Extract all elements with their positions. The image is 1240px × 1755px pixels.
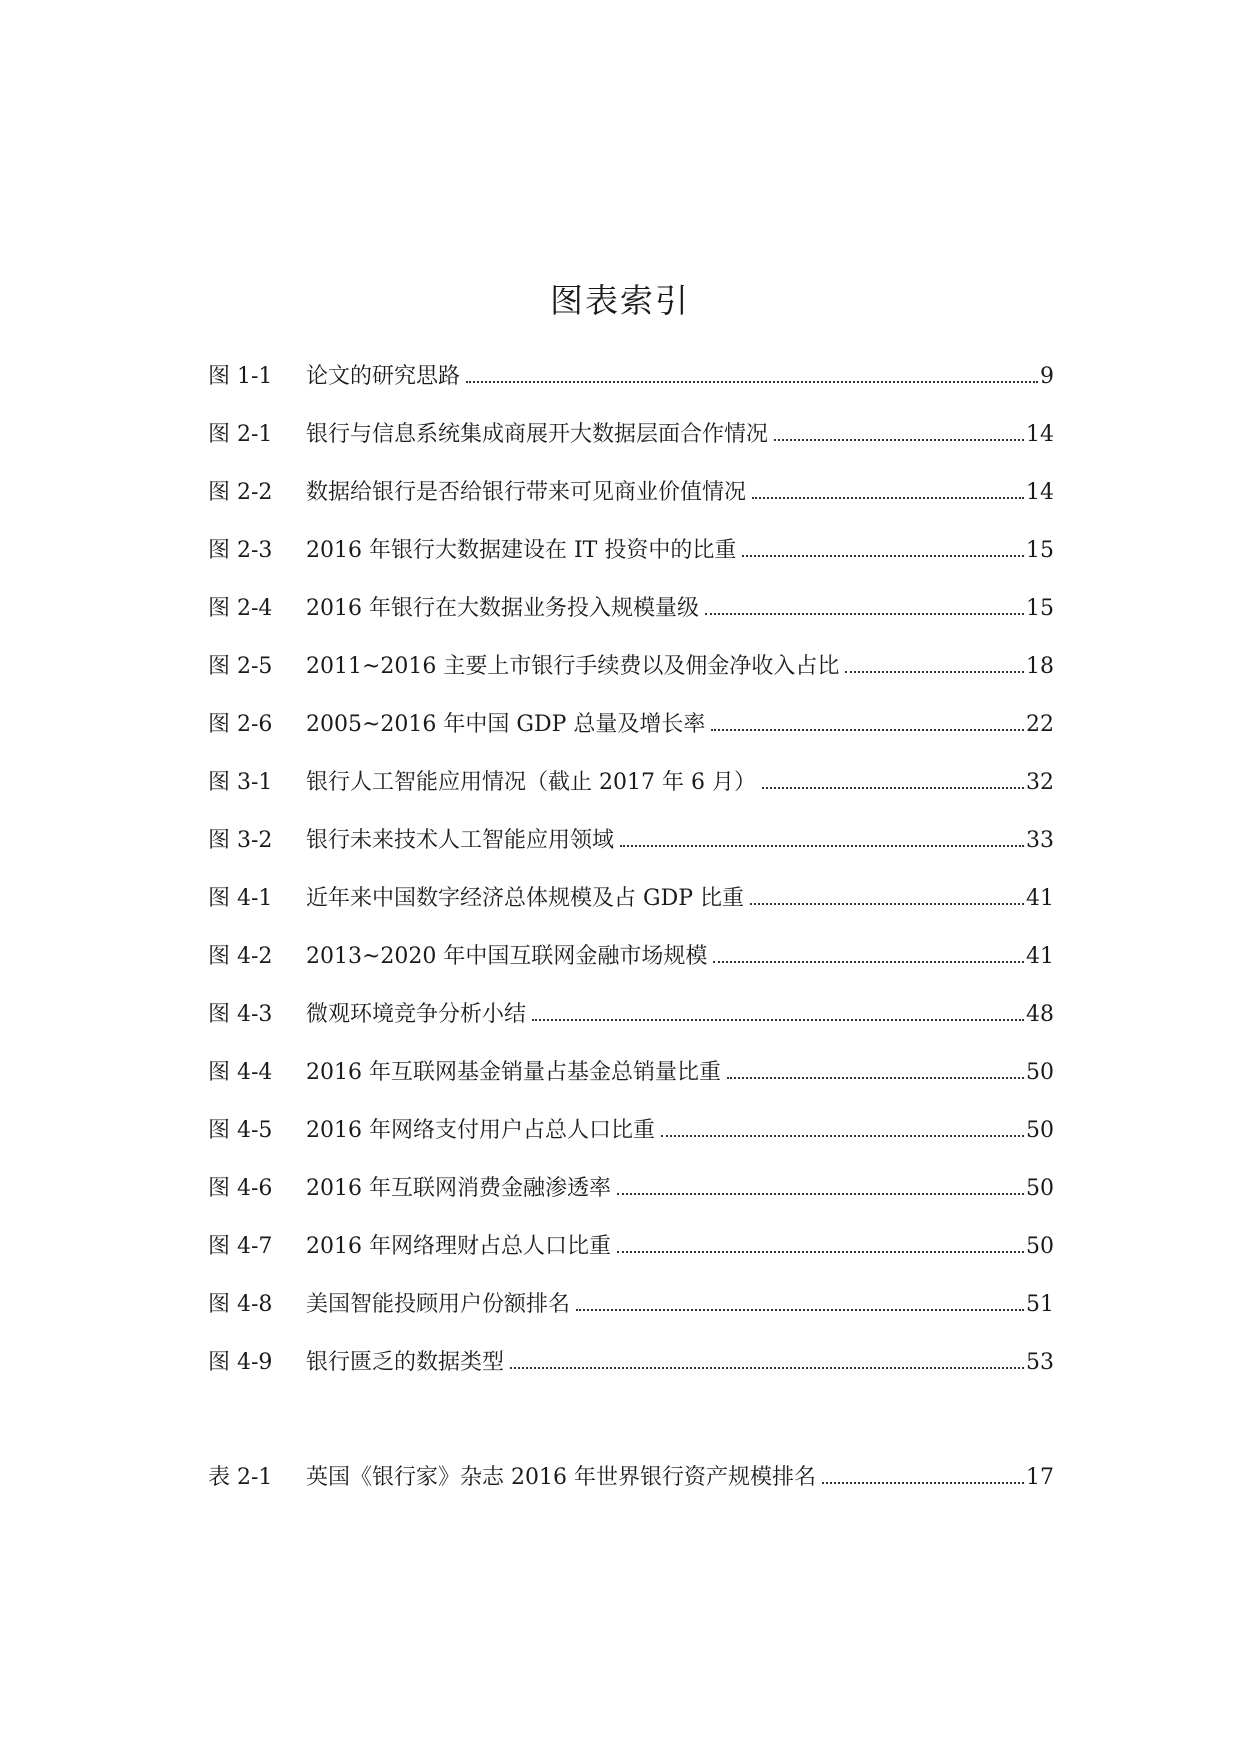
dot-leader bbox=[727, 1077, 1024, 1079]
figure-index-entry[interactable] bbox=[208, 928, 1054, 986]
dot-leader bbox=[466, 381, 1038, 383]
figure-index-entry[interactable] bbox=[208, 638, 1054, 696]
figure-index-entry[interactable] bbox=[208, 1334, 1054, 1392]
dot-leader bbox=[705, 613, 1024, 615]
dot-leader bbox=[762, 787, 1024, 789]
entry-caption: 2016 年网络理财占总人口比重 bbox=[306, 1234, 611, 1259]
dot-leader bbox=[532, 1019, 1024, 1021]
entry-label: 图 4-6 bbox=[208, 1176, 273, 1201]
figure-index-entry[interactable] bbox=[208, 1044, 1054, 1102]
entry-caption: 银行与信息系统集成商展开大数据层面合作情况 bbox=[306, 422, 769, 447]
dot-leader bbox=[752, 497, 1024, 499]
entry-caption: 2011~2016 主要上市银行手续费以及佣金净收入占比 bbox=[306, 654, 840, 679]
entry-page-number: 48 bbox=[1026, 1002, 1054, 1027]
entry-page-number: 50 bbox=[1026, 1234, 1054, 1259]
figure-index-entry[interactable] bbox=[208, 1276, 1054, 1334]
entry-caption: 数据给银行是否给银行带来可见商业价值情况 bbox=[306, 480, 747, 505]
figure-index-entry[interactable] bbox=[208, 1218, 1054, 1276]
entry-label: 图 2-4 bbox=[208, 596, 273, 621]
entry-page-number: 15 bbox=[1026, 538, 1054, 563]
entry-page-number: 15 bbox=[1026, 596, 1054, 621]
entry-caption: 银行人工智能应用情况（截止 2017 年 6 月） bbox=[306, 770, 756, 795]
entry-caption: 2016 年网络支付用户占总人口比重 bbox=[306, 1118, 655, 1143]
entry-label: 图 4-3 bbox=[208, 1002, 273, 1027]
figure-index-list bbox=[208, 348, 1054, 1392]
dot-leader bbox=[713, 961, 1024, 963]
entry-label: 图 2-1 bbox=[208, 422, 273, 447]
figure-index-entry[interactable] bbox=[208, 696, 1054, 754]
figure-index-entry[interactable] bbox=[208, 1160, 1054, 1218]
dot-leader bbox=[661, 1135, 1024, 1137]
entry-label: 图 4-1 bbox=[208, 886, 273, 911]
page-title: 图表索引 bbox=[550, 281, 690, 320]
entry-caption: 2016 年互联网消费金融渗透率 bbox=[306, 1176, 611, 1201]
entry-label: 图 4-4 bbox=[208, 1060, 273, 1085]
dot-leader bbox=[510, 1367, 1024, 1369]
entry-label: 图 2-5 bbox=[208, 654, 273, 679]
entry-label: 图 4-8 bbox=[208, 1292, 273, 1317]
entry-caption: 2016 年互联网基金销量占基金总销量比重 bbox=[306, 1060, 721, 1085]
entry-page-number: 50 bbox=[1026, 1118, 1054, 1143]
entry-page-number: 51 bbox=[1026, 1292, 1054, 1317]
figure-index-entry[interactable] bbox=[208, 870, 1054, 928]
entry-page-number: 41 bbox=[1026, 886, 1054, 911]
entry-label: 图 4-5 bbox=[208, 1118, 273, 1143]
table-index-entry[interactable] bbox=[208, 1449, 1054, 1507]
table-index-list bbox=[208, 1449, 1054, 1507]
figure-index-entry[interactable] bbox=[208, 1102, 1054, 1160]
dot-leader bbox=[750, 903, 1024, 905]
entry-label: 图 2-2 bbox=[208, 480, 273, 505]
dot-leader bbox=[617, 1251, 1024, 1253]
entry-label: 图 1-1 bbox=[208, 364, 273, 389]
dot-leader bbox=[774, 439, 1024, 441]
dot-leader bbox=[617, 1193, 1024, 1195]
entry-page-number: 9 bbox=[1040, 364, 1054, 389]
entry-page-number: 18 bbox=[1026, 654, 1054, 679]
entry-page-number: 14 bbox=[1026, 422, 1054, 447]
entry-caption: 2016 年银行在大数据业务投入规模量级 bbox=[306, 596, 699, 621]
entry-page-number: 17 bbox=[1026, 1465, 1054, 1490]
entry-page-number: 14 bbox=[1026, 480, 1054, 505]
dot-leader bbox=[620, 845, 1024, 847]
entry-caption: 2016 年银行大数据建设在 IT 投资中的比重 bbox=[306, 538, 737, 563]
figure-index-entry[interactable] bbox=[208, 348, 1054, 406]
dot-leader bbox=[822, 1482, 1024, 1484]
dot-leader bbox=[711, 729, 1024, 731]
entry-page-number: 33 bbox=[1026, 828, 1054, 853]
figure-index-entry[interactable] bbox=[208, 522, 1054, 580]
entry-caption: 近年来中国数字经济总体规模及占 GDP 比重 bbox=[306, 886, 745, 911]
entry-label: 图 4-9 bbox=[208, 1350, 273, 1375]
figure-index-entry[interactable] bbox=[208, 580, 1054, 638]
entry-label: 图 2-3 bbox=[208, 538, 273, 563]
entry-caption: 美国智能投顾用户份额排名 bbox=[306, 1292, 571, 1317]
entry-label: 表 2-1 bbox=[208, 1465, 273, 1490]
entry-label: 图 3-2 bbox=[208, 828, 273, 853]
figure-index-entry[interactable] bbox=[208, 754, 1054, 812]
entry-page-number: 50 bbox=[1026, 1060, 1054, 1085]
entry-caption: 银行匮乏的数据类型 bbox=[306, 1350, 505, 1375]
dot-leader bbox=[576, 1309, 1024, 1311]
entry-page-number: 22 bbox=[1026, 712, 1054, 737]
entry-caption: 论文的研究思路 bbox=[306, 364, 461, 389]
entry-caption: 银行未来技术人工智能应用领域 bbox=[306, 828, 615, 853]
figure-index-entry[interactable] bbox=[208, 464, 1054, 522]
dot-leader bbox=[845, 671, 1024, 673]
figure-index-entry[interactable] bbox=[208, 986, 1054, 1044]
entry-caption: 英国《银行家》杂志 2016 年世界银行资产规模排名 bbox=[306, 1465, 816, 1490]
entry-label: 图 2-6 bbox=[208, 712, 273, 737]
entry-caption: 2005~2016 年中国 GDP 总量及增长率 bbox=[306, 712, 706, 737]
figure-index-entry[interactable] bbox=[208, 406, 1054, 464]
entry-label: 图 4-2 bbox=[208, 944, 273, 969]
entry-page-number: 41 bbox=[1026, 944, 1054, 969]
dot-leader bbox=[742, 555, 1024, 557]
figure-index-entry[interactable] bbox=[208, 812, 1054, 870]
entry-caption: 微观环境竞争分析小结 bbox=[306, 1002, 527, 1027]
entry-page-number: 32 bbox=[1026, 770, 1054, 795]
entry-caption: 2013~2020 年中国互联网金融市场规模 bbox=[306, 944, 708, 969]
entry-label: 图 3-1 bbox=[208, 770, 273, 795]
entry-page-number: 50 bbox=[1026, 1176, 1054, 1201]
entry-label: 图 4-7 bbox=[208, 1234, 273, 1259]
entry-page-number: 53 bbox=[1026, 1350, 1054, 1375]
